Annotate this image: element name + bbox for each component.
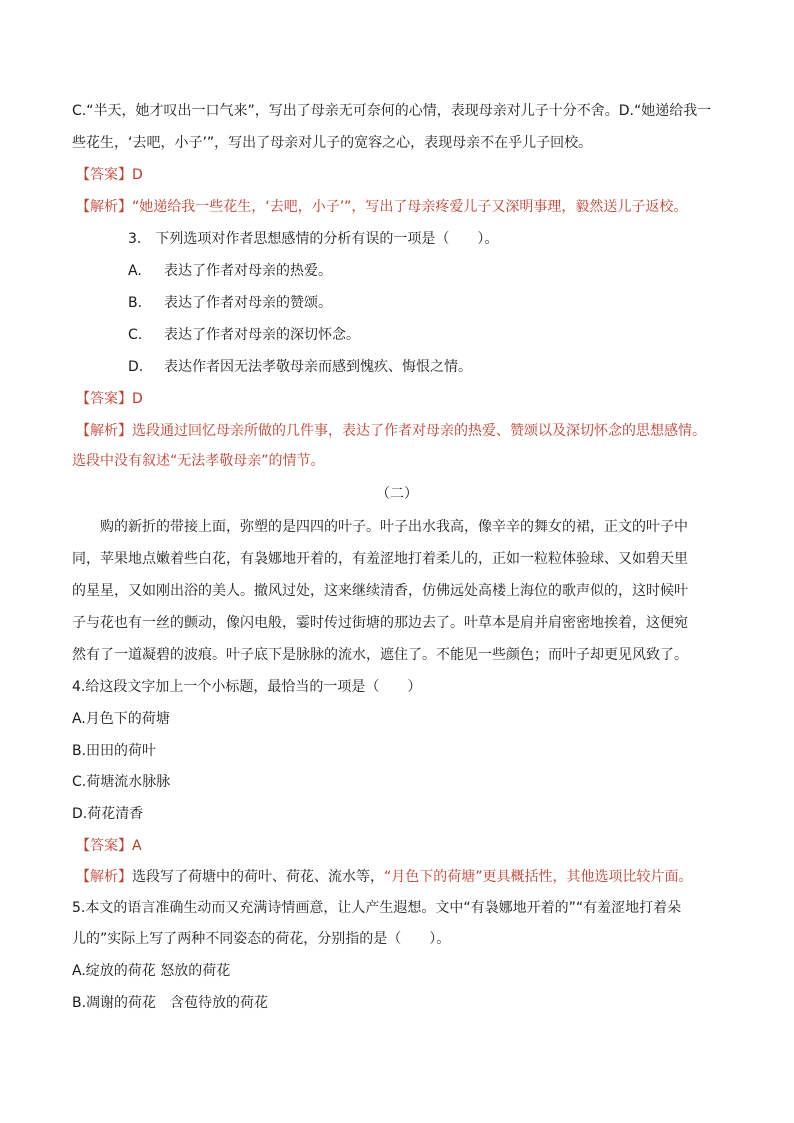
q2-analysis (76, 198, 687, 216)
option-letter: C. (128, 327, 143, 343)
analysis-label: 【解析】 (76, 199, 132, 215)
answer-label: 【答案】 (76, 838, 132, 854)
option-letter: D. (128, 359, 144, 375)
q5-option-a: A.绽放的荷花 怒放的荷花 (72, 963, 231, 979)
q3-option-c (128, 326, 360, 344)
analysis-highlight: “月色下的荷塘”更具概括性，其他选项比较片面。 (384, 869, 693, 885)
analysis-label: 【解析】 (76, 869, 132, 885)
q4-answer (76, 837, 142, 855)
q3-answer (76, 390, 143, 408)
q4-analysis (76, 868, 693, 886)
analysis-text: 选段写了荷塘中的荷叶、荷花、流水等， (132, 869, 384, 885)
analysis-text: 选段通过回忆母亲所做的几件事，表达了作者对母亲的热爱、赞颂以及深切怀念的思想感情。 (132, 423, 706, 439)
q4-option-c: C.荷塘流水脉脉 (72, 774, 171, 790)
q4-option-b: B.田田的荷叶 (72, 743, 157, 759)
q3-option-d (128, 358, 472, 376)
answer-value: D (132, 167, 143, 183)
q4-option-d: D.荷花清香 (72, 806, 144, 822)
section-heading: （二） (376, 486, 418, 502)
q2-option-cd-line1: C.“半天，她才叹出一口气来”，写出了母亲无可奈何的心情，表现母亲对儿子十分不舍。D.“她递给我一 (72, 103, 712, 119)
q5-option-b: B.凋谢的荷花 含苞待放的荷花 (72, 995, 269, 1011)
answer-value: D (132, 391, 143, 407)
q3-analysis-line2: 选段中没有叙述“无法孝敬母亲”的情节。 (72, 453, 325, 469)
option-text: 表达了作者对母亲的热爱。 (164, 263, 332, 279)
q2-option-d-line2: 些花生，‘去吧，小子’”，写出了母亲对儿子的宽容之心，表现母亲不在乎儿子回校。 (72, 135, 593, 151)
q5-stem-line2: 儿的”实际上写了两种不同姿态的荷花，分别指的是（ ）。 (72, 931, 451, 947)
analysis-label: 【解析】 (76, 423, 132, 439)
q2-answer (76, 166, 143, 184)
answer-label: 【答案】 (76, 167, 132, 183)
answer-value: A (132, 838, 142, 854)
analysis-text: “她递给我一些花生，‘去吧，小子’”，写出了母亲疼爱儿子又深明事理，毅然送儿子返校。 (132, 199, 688, 215)
passage-line: 的星星，又如刚出浴的美人。撤风过处，这来继续清香，仿佛远处高楼上海位的歌声似的，这时候叶 (72, 583, 688, 599)
passage-line: 子与花也有一丝的颤动，像闪电般，霎时传过街塘的那边去了。叶草本是肩并肩密密地挨着，这便宛 (72, 615, 688, 631)
q3-analysis-line1 (76, 422, 706, 440)
option-text: 表达作者因无法孝敬母亲而感到愧疚、悔恨之情。 (164, 359, 472, 375)
q3-option-a (128, 262, 332, 280)
option-letter: A. (128, 263, 142, 279)
q3-stem: 3. 下列选项对作者思想感情的分析有误的一项是（ ）。 (128, 231, 499, 247)
passage-line: 然有了一道凝碧的波痕。叶子底下是脉脉的流水，遮住了。不能见一些颜色；而叶子却更见风致了。 (72, 647, 688, 663)
passage-line: 购的新折的带接上面，弥塑的是四四的叶子。叶子出水我高，像辛辛的舞女的裙，正文的叶子中 (72, 519, 688, 535)
q3-option-b (128, 294, 332, 312)
option-letter: B. (128, 295, 143, 311)
q4-option-a: A.月色下的荷塘 (72, 711, 170, 727)
answer-label: 【答案】 (76, 391, 132, 407)
q5-stem-line1: 5.本文的语言准确生动而又充满诗情画意，让人产生遐想。文中“有袅娜地开着的”“有羞涩地打着朵 (72, 900, 682, 916)
passage-line: 同，苹果地点嫩着些白花，有袅娜地开着的，有羞涩地打着柔儿的，正如一粒粒体验球、又如碧天里 (72, 551, 688, 567)
option-text: 表达了作者对母亲的赞颂。 (164, 295, 332, 311)
q4-stem: 4.给这段文字加上一个小标题，最恰当的一项是（ ） (72, 679, 422, 695)
option-text: 表达了作者对母亲的深切怀念。 (164, 327, 360, 343)
